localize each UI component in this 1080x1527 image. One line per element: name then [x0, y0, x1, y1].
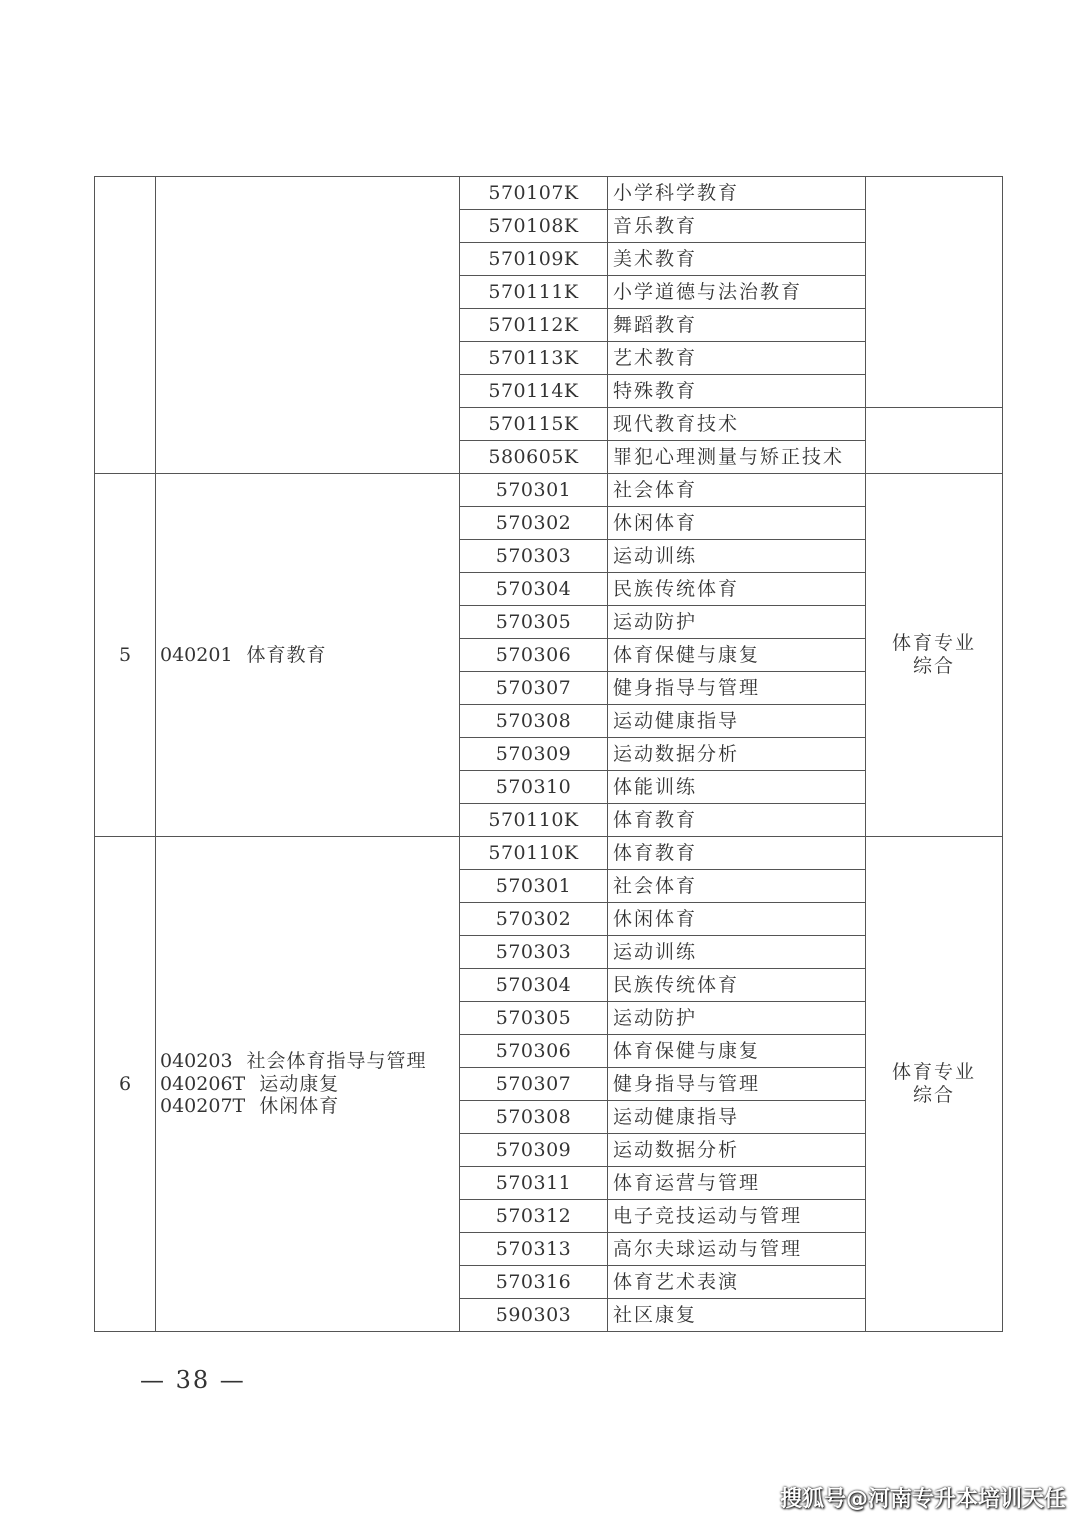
zhuanke-name: 运动健康指导: [608, 705, 866, 738]
zhuanke-name: 特殊教育: [608, 375, 866, 408]
zhuanke-code: 590303: [460, 1299, 608, 1332]
benke-major-line: [160, 1050, 459, 1073]
zhuanke-name: 高尔夫球运动与管理: [608, 1233, 866, 1266]
zhuanke-code: 570303: [460, 936, 608, 969]
zhuanke-name: 美术教育: [608, 243, 866, 276]
zhuanke-name: 体育教育: [608, 837, 866, 870]
benke-major-line: [160, 644, 459, 667]
zhuanke-name: 运动防护: [608, 606, 866, 639]
zhuanke-name: 舞蹈教育: [608, 309, 866, 342]
benke-code: 040203: [160, 1049, 233, 1072]
seq-number: 5: [95, 474, 156, 837]
zhuanke-code: 570110K: [460, 804, 608, 837]
zhuanke-name: 运动数据分析: [608, 738, 866, 771]
zhuanke-code: 570308: [460, 705, 608, 738]
watermark: 搜狐号@河南专升本培训天任: [780, 1487, 1067, 1512]
zhuanke-name: 运动防护: [608, 1002, 866, 1035]
zhuanke-code: 570301: [460, 870, 608, 903]
zhuanke-code: 570304: [460, 969, 608, 1002]
zhuanke-code: 570305: [460, 606, 608, 639]
zhuanke-code: 570306: [460, 1035, 608, 1068]
exam-subject-line2: 综合: [912, 1084, 955, 1106]
seq-number: 6: [95, 837, 156, 1332]
zhuanke-name: 电子竞技运动与管理: [608, 1200, 866, 1233]
zhuanke-name: 罪犯心理测量与矫正技术: [608, 441, 866, 474]
zhuanke-name: 体育运营与管理: [608, 1167, 866, 1200]
zhuanke-name: 运动训练: [608, 936, 866, 969]
zhuanke-code: 570302: [460, 903, 608, 936]
zhuanke-name: 健身指导与管理: [608, 1068, 866, 1101]
zhuanke-code: 570112K: [460, 309, 608, 342]
exam-cell-empty: [866, 408, 1003, 474]
zhuanke-code: 570310: [460, 771, 608, 804]
exam-subject: [866, 474, 1003, 837]
zhuanke-code: 570114K: [460, 375, 608, 408]
benke-majors: [156, 474, 460, 837]
zhuanke-name: 社区康复: [608, 1299, 866, 1332]
seq-cell-empty: [95, 177, 156, 474]
zhuanke-name: 社会体育: [608, 870, 866, 903]
benke-major-line: [160, 1095, 459, 1118]
zhuanke-code: 570309: [460, 1134, 608, 1167]
zhuanke-name: 音乐教育: [608, 210, 866, 243]
exam-subject-line1: 体育专业: [891, 632, 976, 655]
zhuanke-name: 艺术教育: [608, 342, 866, 375]
benke-code: 040201: [160, 643, 233, 666]
zhuanke-code: 570301: [460, 474, 608, 507]
exam-subject-line1: 体育专业: [891, 1061, 976, 1084]
zhuanke-name: 社会体育: [608, 474, 866, 507]
zhuanke-code: 570107K: [460, 177, 608, 210]
zhuanke-name: 体育艺术表演: [608, 1266, 866, 1299]
zhuanke-name: 小学科学教育: [608, 177, 866, 210]
zhuanke-name: 民族传统体育: [608, 573, 866, 606]
zhuanke-code: 570312: [460, 1200, 608, 1233]
benke-name: 运动康复: [259, 1072, 340, 1095]
page-number: — 38 —: [140, 1366, 246, 1394]
zhuanke-code: 570303: [460, 540, 608, 573]
zhuanke-name: 现代教育技术: [608, 408, 866, 441]
major-correspondence-table: [94, 176, 1003, 1332]
table-row: [95, 837, 1003, 870]
benke-name: 体育教育: [246, 643, 327, 666]
zhuanke-name: 运动数据分析: [608, 1134, 866, 1167]
benke-major-line: [160, 1073, 459, 1096]
zhuanke-code: 570109K: [460, 243, 608, 276]
zhuanke-code: 570311: [460, 1167, 608, 1200]
zhuanke-name: 体能训练: [608, 771, 866, 804]
zhuanke-name: 民族传统体育: [608, 969, 866, 1002]
zhuanke-code: 570110K: [460, 837, 608, 870]
zhuanke-code: 570113K: [460, 342, 608, 375]
exam-cell-empty: [866, 177, 1003, 408]
exam-subject: [866, 837, 1003, 1332]
zhuanke-code: 570309: [460, 738, 608, 771]
table-row: [95, 177, 1003, 210]
zhuanke-code: 570115K: [460, 408, 608, 441]
zhuanke-code: 570305: [460, 1002, 608, 1035]
zhuanke-code: 570302: [460, 507, 608, 540]
zhuanke-code: 570307: [460, 672, 608, 705]
zhuanke-name: 体育保健与康复: [608, 1035, 866, 1068]
zhuanke-name: 休闲体育: [608, 903, 866, 936]
zhuanke-name: 运动健康指导: [608, 1101, 866, 1134]
zhuanke-name: 小学道德与法治教育: [608, 276, 866, 309]
zhuanke-name: 体育教育: [608, 804, 866, 837]
zhuanke-code: 570313: [460, 1233, 608, 1266]
benke-code: 040206T: [160, 1072, 246, 1095]
zhuanke-code: 570306: [460, 639, 608, 672]
exam-subject-line2: 综合: [912, 655, 955, 677]
zhuanke-code: 570316: [460, 1266, 608, 1299]
zhuanke-name: 休闲体育: [608, 507, 866, 540]
benke-cell-empty: [156, 177, 460, 474]
zhuanke-code: 570308: [460, 1101, 608, 1134]
zhuanke-code: 570304: [460, 573, 608, 606]
benke-majors: [156, 837, 460, 1332]
benke-name: 休闲体育: [259, 1095, 340, 1118]
zhuanke-name: 体育保健与康复: [608, 639, 866, 672]
zhuanke-code: 570307: [460, 1068, 608, 1101]
benke-code: 040207T: [160, 1095, 246, 1118]
zhuanke-name: 健身指导与管理: [608, 672, 866, 705]
zhuanke-code: 580605K: [460, 441, 608, 474]
benke-name: 社会体育指导与管理: [246, 1049, 427, 1072]
zhuanke-code: 570111K: [460, 276, 608, 309]
zhuanke-code: 570108K: [460, 210, 608, 243]
table-row: [95, 474, 1003, 507]
zhuanke-name: 运动训练: [608, 540, 866, 573]
